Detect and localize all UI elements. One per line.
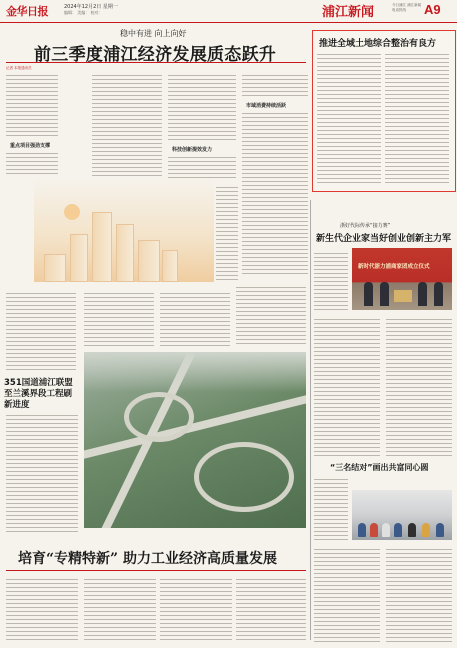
right-text-col-1 [314, 250, 348, 310]
right-lower-headline: “三名结对”画出共富同心圆 [330, 463, 429, 472]
lead-text-col-3 [168, 72, 236, 142]
middle-text-col-1 [6, 290, 76, 372]
right-lower-text-col-3 [386, 546, 452, 642]
lead-kicker: 稳中有进 向上向好 [120, 29, 187, 38]
lead-byline: 记者 本报通讯员 [6, 66, 32, 70]
section-info: 今日浦江 浦江新闻 电话热线 [392, 3, 422, 12]
bottom-divider [6, 570, 306, 571]
lead-text-col-4b [242, 110, 308, 276]
middle-text-col-3 [160, 290, 230, 346]
box-title: 推进全域土地综合整治有良方 [319, 39, 437, 49]
interchange-aerial-photo [84, 352, 306, 528]
issue-date: 2024年12月2日 星期一 [64, 4, 118, 10]
bottom-text-col-1 [6, 576, 78, 642]
box-text-col-2 [385, 51, 449, 185]
middle-text-col-2 [84, 290, 154, 346]
land-consolidation-box [312, 30, 456, 192]
editor-line: 编辑： 美编： 校对： [64, 10, 103, 15]
box-text-col-1 [317, 51, 381, 185]
middle-text-col-4 [236, 284, 306, 346]
lead-text-col-1 [6, 72, 58, 138]
column-rule [310, 200, 311, 640]
lead-subhead-3: 市域消费持续活跃 [246, 103, 287, 109]
road-project-headline: 351国道浦江联盟至兰溪界段工程刷新进度 [4, 378, 73, 410]
bottom-text-col-3 [160, 576, 232, 642]
bottom-headline: 培育“专精特新” 助力工业经济高质量发展 [18, 551, 277, 567]
road-text-col [6, 412, 78, 532]
lead-subhead-1: 重点项目强劲支撑 [10, 143, 51, 149]
city-skyline-illustration [34, 178, 214, 282]
right-headline: 新生代企业家当好创业创新主力军 [316, 234, 452, 244]
lead-text-col-3b [168, 154, 236, 178]
lead-divider [6, 62, 306, 63]
bottom-text-col-2 [84, 576, 156, 642]
newspaper-logo: 金华日报 [6, 5, 48, 18]
lead-text-col-1b [6, 150, 58, 174]
lead-subhead-2: 科技创新提效发力 [172, 147, 213, 153]
lead-text-col-2 [92, 72, 162, 176]
group-photo [352, 490, 452, 540]
ceremony-photo [352, 248, 452, 310]
page-number: A9 [424, 2, 441, 17]
lead-text-col-4 [242, 72, 308, 98]
right-text-col-3 [386, 316, 452, 456]
right-text-col-2 [314, 316, 380, 456]
right-kicker: 浙好代际传承“接力赛” [340, 223, 391, 229]
lead-headline: 前三季度浦江经济发展质态跃升 [34, 45, 277, 65]
section-title: 浦江新闻 [322, 5, 375, 20]
ceremony-banner: 新时代浙力浦商家团成立仪式 [358, 264, 430, 270]
bottom-text-col-4 [236, 576, 306, 642]
right-lower-text-col-2 [314, 546, 380, 642]
masthead [0, 0, 457, 23]
lead-text-col-5 [216, 184, 238, 282]
right-lower-text-col-1 [314, 476, 348, 540]
